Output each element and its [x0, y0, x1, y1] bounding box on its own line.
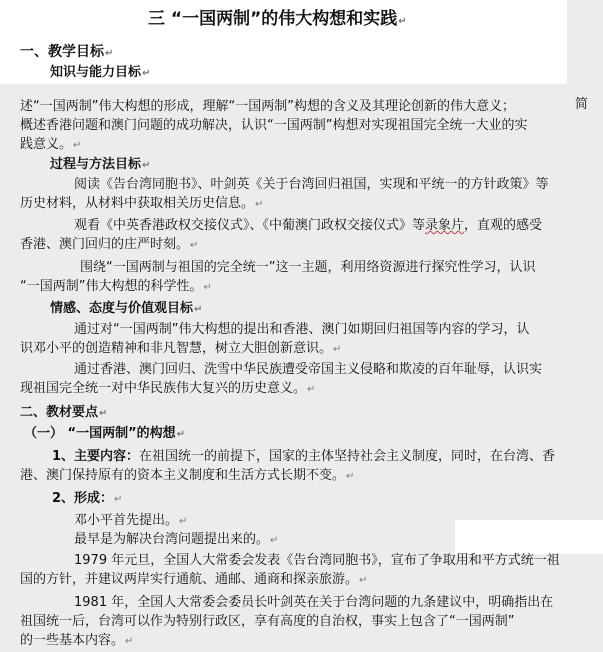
body-line: 观看《中英香港政权交接仪式》、《中葡澳门政权交接仪式》等录象片，直观的感受 [74, 218, 543, 233]
body-line: 香港、澳门回归的庄严时刻。↵ [20, 237, 199, 252]
body-line: 现祖国完全统一对中华民族伟大复兴的历史意义。↵ [20, 381, 316, 396]
body-line: 1981 年，全国人大常委会委员长叶剑英在关于台湾问题的九条建议中，明确指出在 [74, 595, 554, 610]
figure-placeholder [455, 520, 603, 554]
section-heading-key-points: 二、教材要点↵ [20, 405, 108, 420]
body-line: 港、澳门保持原有的资本主义制度和生活方式长期不变。↵ [20, 468, 355, 483]
page-title: 三 “一国两制”的伟大构想和实践↵ [148, 9, 407, 29]
body-line: 践意义。↵ [20, 137, 82, 152]
body-line: 邓小平首先提出。↵ [74, 513, 188, 528]
body-line: 最早是为解决台湾问题提出来的。↵ [74, 532, 279, 547]
body-line: 的一些基本内容。↵ [20, 633, 134, 648]
body-line: 围绕“一国两制与祖国的完全统一”这一主题，利用络资源进行探究性学习，认识 [80, 260, 536, 275]
body-line: 通过香港、澳门回归、洗雪中华民族遭受帝国主义侵略和欺凌的百年耻辱，认识实 [74, 362, 543, 377]
body-line: 祖国统一后，台湾可以作为特别行政区，享有高度的自治权，事实上包含了“一国两制” [20, 614, 515, 629]
body-line: 2、形成：↵ [52, 491, 123, 506]
body-line: 通过对“一国两制”伟大构想的提出和香港、澳门如期回归祖国等内容的学习，认 [74, 322, 530, 337]
goal-heading-values: 情感、态度与价值观目标↵ [50, 301, 203, 316]
goal-heading-process: 过程与方法目标↵ [50, 157, 151, 172]
subsection-heading: （一） “一国两制”的构想↵ [24, 426, 186, 441]
body-line: 1979 年元旦，全国人大常委会发表《告台湾同胞书》，宣布了争取用和平方式统一祖 [74, 553, 560, 568]
body-line: 1、主要内容：在祖国统一的前提下，国家的主体坚持社会主义制度，同时，在台湾、香 [52, 449, 556, 464]
body-line: 述“一国两制”伟大构想的形成，理解“一国两制”构想的含义及其理论创新的伟大意义； [20, 99, 515, 114]
section-heading-teaching-goals: 一、教学目标↵ [20, 44, 114, 60]
body-line: 国的方针，并建议两岸实行通航、通邮、通商和探亲旅游。↵ [20, 572, 368, 587]
body-line: 概述香港问题和澳门问题的成功解决，认识“一国两制”构想对实现祖国完全统一大业的实 [20, 118, 528, 133]
body-line: “一国两制”伟大构想的科学性。↵ [20, 279, 212, 294]
body-line: 历史材料，从材料中获取相关历史信息。↵ [20, 196, 264, 211]
trailing-char: 简 [575, 97, 589, 112]
goal-heading-knowledge: 知识与能力目标↵ [50, 65, 151, 80]
body-line: 阅读《告台湾同胞书》、叶剑英《关于台湾回归祖国，实现和平统一的方针政策》等 [74, 177, 549, 192]
body-line: 识邓小平的创造精神和非凡智慧，树立大胆创新意识。↵ [20, 341, 342, 356]
